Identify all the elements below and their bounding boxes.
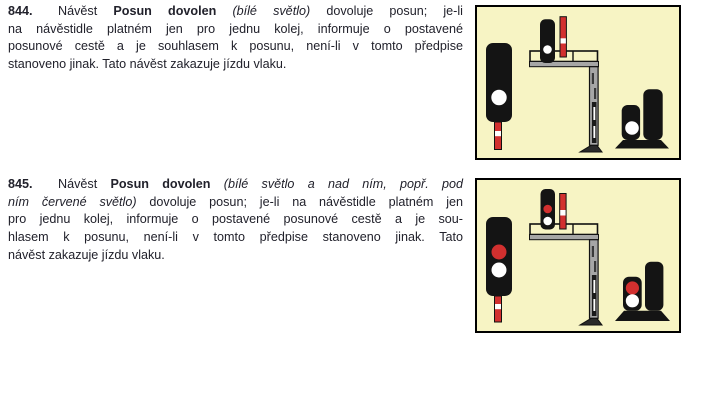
- cantilever-shunting-signal: [541, 189, 567, 230]
- shunting-light-white: [492, 263, 507, 278]
- text-line: posunové cestě a je souhlasem k posunu, není-li v tomto předpise: [8, 39, 463, 54]
- dwarf-signal-head-tall: [645, 262, 663, 311]
- shunting-light-red: [492, 245, 507, 260]
- text-line: [8, 194, 463, 212]
- striped-pole-band: [560, 210, 566, 216]
- mast-lattice-mark: [592, 73, 594, 84]
- text-segment: dovoluje posun; je-li na návěstidle platném jen: [149, 194, 464, 209]
- text-line: [8, 176, 463, 194]
- mast-base-flare: [580, 318, 602, 325]
- shunting-light-red: [543, 205, 552, 214]
- text-line: stanoveno jinak. Tato návěst zakazuje jízdu vlaku.: [8, 57, 287, 72]
- cantilever-bracket: [530, 224, 603, 325]
- text-line: [8, 3, 463, 21]
- bracket-girder: [530, 235, 599, 240]
- text-segment: dovoluje posun; je-li: [326, 4, 463, 18]
- text-segment-bold: Posun dovolen: [110, 177, 224, 191]
- shunting-light-white: [543, 45, 552, 54]
- paragraph-845: [8, 176, 463, 265]
- text-segment: Návěst: [58, 177, 111, 191]
- shunting-light-white: [543, 217, 552, 226]
- shunting-light-red: [626, 281, 639, 294]
- shunting-light-white: [626, 294, 639, 307]
- shunting-light-white: [625, 121, 639, 135]
- text-segment-italic: ním červené světlo): [8, 194, 150, 209]
- paragraph-number: 845.: [8, 177, 33, 191]
- text-segment-italic: (bílé světlo): [232, 4, 327, 18]
- signal-illustration-white: [477, 7, 679, 158]
- main-signal: [486, 43, 512, 150]
- mast-ladder-rung: [593, 107, 595, 120]
- mast-lattice-mark: [592, 246, 594, 257]
- dwarf-signal-group: [615, 262, 670, 321]
- signal-mast-white-band: [495, 304, 502, 309]
- striped-pole: [560, 17, 566, 57]
- cantilever-bracket: [530, 51, 603, 152]
- striped-pole-band: [560, 38, 566, 43]
- text-segment-italic: (bílé světlo a nad ním, popř. pod: [223, 177, 463, 191]
- text-line: návěst zakazuje jízdu vlaku.: [8, 247, 165, 262]
- cantilever-shunting-signal: [540, 17, 566, 63]
- figure-signal-white-and-red-light: [475, 178, 681, 333]
- text-line: hlasem k posunu, není-li v tomto předpise stanoveno jinak. Tato: [8, 230, 463, 245]
- mast-ladder-rung: [593, 280, 595, 293]
- paragraph-number: 844.: [8, 4, 33, 18]
- signal-head: [540, 19, 555, 63]
- bracket-girder: [530, 62, 599, 67]
- mast-ladder-rung: [593, 299, 595, 311]
- mast-base-flare: [580, 145, 602, 152]
- dwarf-signal-group: [615, 89, 669, 148]
- paragraph-844: [8, 3, 463, 74]
- dwarf-signal-base: [615, 140, 669, 149]
- shunting-light-white: [491, 90, 506, 105]
- text-segment-bold: Posun dovolen: [113, 4, 233, 18]
- text-segment: Návěst: [58, 4, 114, 18]
- main-signal: [486, 217, 512, 322]
- mast-lattice-mark: [594, 88, 596, 99]
- mast-ladder-rung: [593, 126, 595, 138]
- dwarf-signal-head-tall: [643, 89, 662, 140]
- text-line: pro jednu kolej, informuje o postavené posunové cestě a je sou-: [8, 212, 463, 227]
- dwarf-signal-base: [615, 311, 670, 321]
- signal-head: [486, 43, 512, 122]
- mast-lattice-mark: [594, 261, 596, 272]
- text-line: na návěstidle platném jen pro jednu kolej, informuje o postavené: [8, 21, 463, 36]
- figure-signal-white-light: [475, 5, 681, 160]
- signal-mast-white-band: [495, 131, 502, 136]
- signal-illustration-white-red: [477, 180, 679, 331]
